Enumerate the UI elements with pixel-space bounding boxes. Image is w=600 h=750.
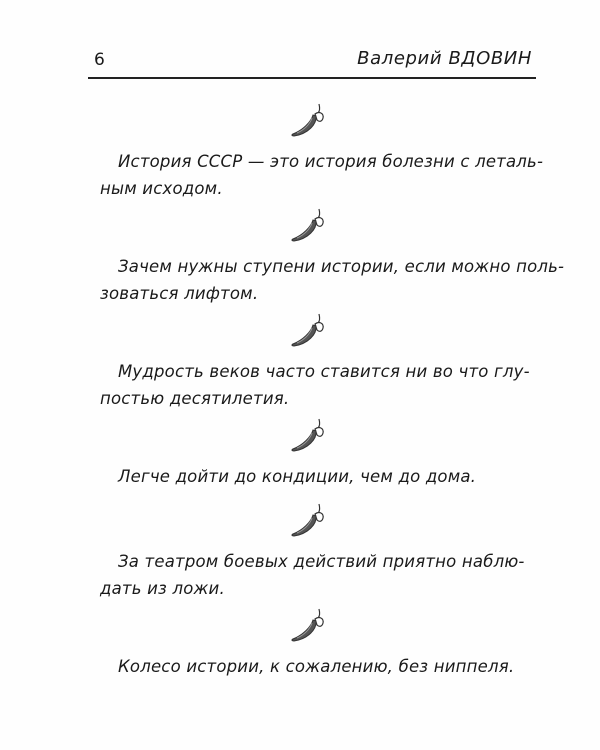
chili-pepper-icon [286, 500, 330, 540]
aphorism-line: зоваться лифтом. [100, 284, 259, 303]
aphorism-line: Легче дойти до кондиции, чем до дома. [118, 467, 477, 486]
aphorism-line: дать из ложи. [100, 579, 225, 598]
page-number: 6 [94, 50, 106, 70]
page-header [88, 44, 536, 78]
chili-pepper-icon [286, 310, 330, 350]
chili-pepper-icon [286, 415, 330, 455]
header-rule [88, 77, 536, 79]
aphorism-line: За театром боевых действий приятно наблю- [118, 552, 525, 571]
aphorism-4 [118, 415, 538, 490]
aphorism-line: Зачем нужны ступени истории, если можно поль- [118, 257, 565, 276]
author-name: Валерий ВДОВИН [357, 48, 532, 69]
aphorism-line: Колесо истории, к сожалению, без ниппеля. [118, 657, 515, 676]
chili-pepper-icon [286, 605, 330, 645]
aphorism-line: постью десятилетия. [100, 389, 290, 408]
chili-pepper-icon [286, 205, 330, 245]
aphorism-line: Мудрость веков часто ставится ни во что глу- [118, 362, 530, 381]
aphorism-line: История СССР — это история болезни с леталь- [118, 152, 544, 171]
aphorism-5 [100, 500, 538, 602]
aphorism-1 [100, 100, 544, 202]
aphorism-2 [100, 205, 565, 307]
chili-pepper-icon [286, 100, 330, 140]
aphorism-6 [118, 605, 538, 680]
aphorism-line: ным исходом. [100, 179, 223, 198]
aphorism-3 [100, 310, 538, 412]
